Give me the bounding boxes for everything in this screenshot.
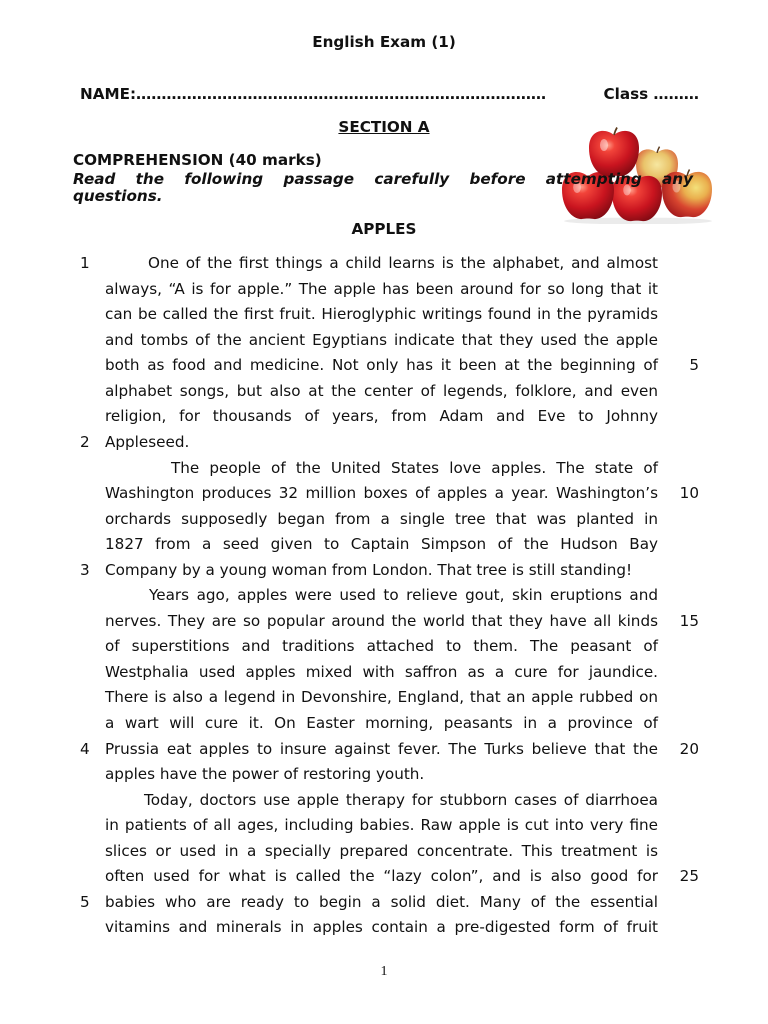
line-text: and tombs of the ancient Egyptians indicate that they used the apple — [105, 330, 658, 349]
line-text: vitamins and minerals in apples contain a pre-digested form of fruit — [105, 918, 658, 937]
passage-line — [0, 277, 768, 303]
passage-line — [0, 532, 768, 558]
passage-line — [0, 762, 768, 788]
line-text: nerves. They are so popular around the world that they have all kinds — [105, 611, 658, 630]
line-text: Today, doctors use apple therapy for stubborn cases of diarrhoea — [144, 790, 658, 809]
passage-line — [0, 813, 768, 839]
passage-line — [0, 685, 768, 711]
line-text: Prussia eat apples to insure against fever. The Turks believe that the — [105, 739, 658, 758]
line-text: apples have the power of restoring youth. — [105, 765, 425, 784]
passage-line — [0, 864, 768, 890]
line-text: always, “A is for apple.” The apple has been around for so long that it — [105, 279, 658, 298]
passage-line — [0, 609, 768, 635]
passage-line — [0, 481, 768, 507]
line-text: The people of the United States love apples. The state of — [171, 458, 658, 477]
passage-line — [0, 634, 768, 660]
line-text: of superstitions and traditions attached to them. The peasant of — [105, 637, 658, 656]
passage-line — [0, 404, 768, 430]
line-number: 20 — [679, 739, 699, 758]
passage-line — [0, 328, 768, 354]
paragraph-number: 5 — [80, 892, 90, 911]
paragraph-number: 2 — [80, 433, 90, 452]
passage-line — [0, 430, 768, 456]
line-text: orchards supposedly began from a single tree that was planted in — [105, 509, 658, 528]
page-number: 1 — [380, 964, 388, 979]
line-text: babies who are ready to begin a solid diet. Many of the essential — [105, 892, 658, 911]
line-number: 25 — [679, 867, 699, 886]
passage-line — [0, 788, 768, 814]
line-text: alphabet songs, but also at the center of legends, folklore, and even — [105, 381, 658, 400]
passage-line — [0, 456, 768, 482]
paragraph-number: 1 — [80, 254, 90, 273]
line-text: Washington produces 32 million boxes of apples a year. Washington’s — [105, 484, 658, 503]
line-text: in patients of all ages, including babies. Raw apple is cut into very fine — [105, 816, 658, 835]
instruction-line: questions. — [73, 186, 163, 205]
exam-title: English Exam (1) — [312, 33, 456, 51]
passage-line — [0, 711, 768, 737]
paragraph-number: 4 — [80, 739, 90, 758]
passage-line — [0, 353, 768, 379]
paragraph-number: 3 — [80, 560, 90, 579]
passage-body — [0, 251, 768, 941]
passage-line — [0, 915, 768, 941]
line-text: Appleseed. — [105, 433, 190, 452]
line-text: Years ago, apples were used to relieve gout, skin eruptions and — [149, 586, 658, 605]
line-text: Company by a young woman from London. That tree is still standing! — [105, 560, 633, 579]
line-text: There is also a legend in Devonshire, England, that an apple rubbed on — [105, 688, 658, 707]
line-number: 15 — [679, 611, 699, 630]
line-text: both as food and medicine. Not only has it been at the beginning of — [105, 356, 658, 375]
passage-line — [0, 660, 768, 686]
passage-line — [0, 583, 768, 609]
section-heading: SECTION A — [338, 118, 430, 136]
passage-line — [0, 379, 768, 405]
line-text: One of the first things a child learns is the alphabet, and almost — [148, 254, 658, 273]
line-text: Westphalia used apples mixed with saffron as a cure for jaundice. — [105, 662, 658, 681]
line-text: slices or used in a specially prepared concentrate. This treatment is — [105, 841, 658, 860]
passage-line — [0, 251, 768, 277]
passage-line — [0, 302, 768, 328]
passage-title: APPLES — [351, 220, 417, 238]
line-number: 5 — [689, 356, 699, 375]
line-text: 1827 from a seed given to Captain Simpson of the Hudson Bay — [105, 535, 658, 554]
instruction-line: Read the following passage carefully before attempting any — [73, 169, 693, 188]
passage-line — [0, 558, 768, 584]
line-text: religion, for thousands of years, from Adam and Eve to Johnny — [105, 407, 658, 426]
passage-line — [0, 507, 768, 533]
line-number: 10 — [679, 484, 699, 503]
reading-instruction — [73, 171, 693, 205]
line-text: often used for what is called the “lazy colon”, and is also good for — [105, 867, 658, 886]
line-text: can be called the first fruit. Hieroglyphic writings found in the pyramids — [105, 305, 658, 324]
apple — [589, 128, 639, 177]
passage-line — [0, 890, 768, 916]
passage-line — [0, 737, 768, 763]
line-text: a wart will cure it. On Easter morning, peasants in a province of — [105, 714, 658, 733]
comprehension-heading: COMPREHENSION (40 marks) — [73, 151, 322, 169]
name-field-label: NAME:……………………………………………………………………… — [80, 85, 547, 103]
class-field-label: Class ……… — [603, 85, 699, 103]
passage-line — [0, 839, 768, 865]
